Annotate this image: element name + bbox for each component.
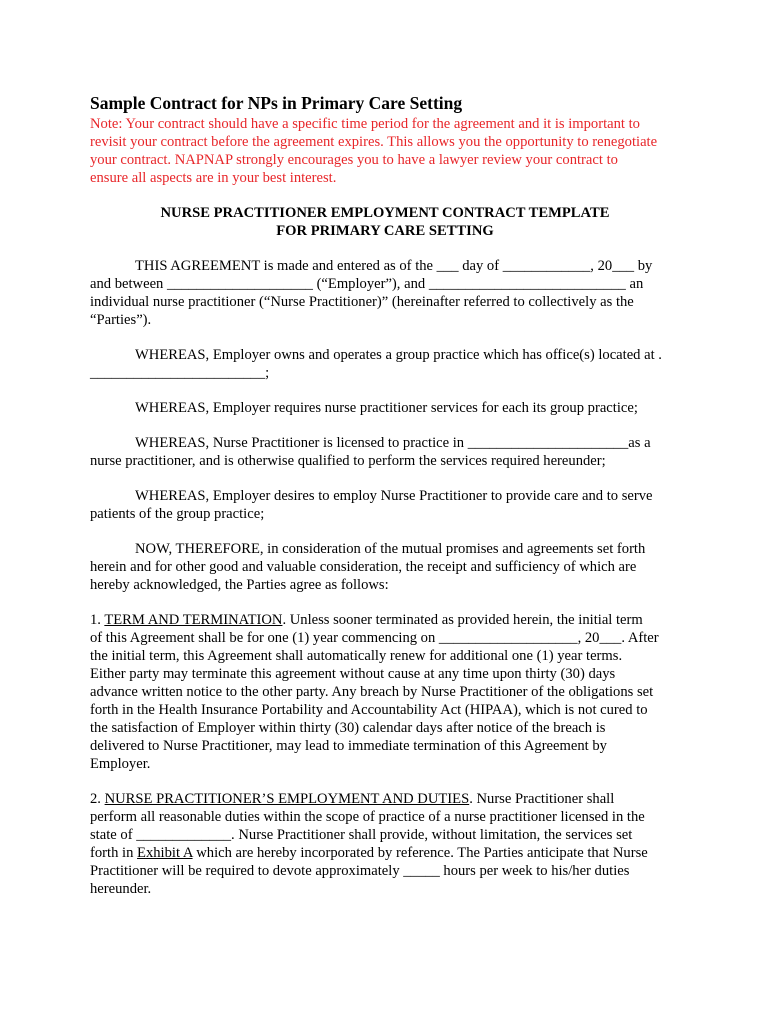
exhibit-a-reference: Exhibit A bbox=[137, 845, 193, 861]
paragraph-line bbox=[90, 611, 680, 629]
paragraph-line: NOW, THEREFORE, in consideration of the mutual promises and agreements set forth bbox=[135, 541, 646, 557]
paragraph-line: WHEREAS, Employer requires nurse practitioner services for each its group practice; bbox=[135, 400, 638, 416]
document-title: Sample Contract for NPs in Primary Care Setting bbox=[90, 93, 463, 113]
paragraph-line: forth in the Health Insurance Portability and Accountability Act (HIPAA), which is not cured to bbox=[90, 702, 648, 718]
red-note bbox=[90, 115, 680, 187]
paragraph-line: WHEREAS, Nurse Practitioner is licensed to practice in ______________________as a bbox=[135, 435, 651, 451]
paragraph-line: Employer. bbox=[90, 756, 151, 772]
note-line: your contract. NAPNAP strongly encourages you to have a lawyer review your contract to bbox=[90, 152, 618, 168]
paragraph-line: and between ____________________ (“Employer”), and ___________________________ an bbox=[90, 276, 644, 292]
section-heading: NURSE PRACTITIONER’S EMPLOYMENT AND DUTIES bbox=[104, 791, 470, 807]
paragraph-line bbox=[90, 844, 680, 862]
contract-title-line: FOR PRIMARY CARE SETTING bbox=[276, 223, 494, 239]
paragraph-line: delivered to Nurse Practitioner, may lead to immediate termination of this Agreement by bbox=[90, 738, 607, 754]
contract-title-line: NURSE PRACTITIONER EMPLOYMENT CONTRACT TEMPLATE bbox=[160, 205, 610, 221]
paragraph-line: patients of the group practice; bbox=[90, 506, 265, 522]
document-page bbox=[90, 92, 680, 898]
section-heading: TERM AND TERMINATION bbox=[104, 612, 283, 628]
note-line: revisit your contract before the agreement expires. This allows you the opportunity to renegotiate bbox=[90, 134, 658, 150]
paragraph-line: ________________________; bbox=[90, 365, 270, 381]
paragraph-line: WHEREAS, Employer desires to employ Nurse Practitioner to provide care and to serve bbox=[135, 488, 653, 504]
now-therefore-paragraph bbox=[90, 540, 680, 594]
note-line: Note: Your contract should have a specific time period for the agreement and it is important to bbox=[90, 116, 640, 132]
whereas-employ-paragraph bbox=[90, 487, 680, 523]
paragraph-line: THIS AGREEMENT is made and entered as of the ___ day of ____________, 20___ by bbox=[135, 258, 653, 274]
paragraph-line: WHEREAS, Employer owns and operates a group practice which has office(s) located at . bbox=[135, 347, 662, 363]
paragraph-line: nurse practitioner, and is otherwise qualified to perform the services required hereunder; bbox=[90, 453, 606, 469]
paragraph-line bbox=[90, 790, 680, 808]
paragraph-line: perform all reasonable duties within the scope of practice of a nurse practitioner licensed in the bbox=[90, 809, 645, 825]
note-line: ensure all aspects are in your best interest. bbox=[90, 170, 337, 186]
paragraph-line: the satisfaction of Employer within thirty (30) calendar days after notice of the breach is bbox=[90, 720, 606, 736]
whereas-services-paragraph bbox=[90, 399, 680, 417]
paragraph-line: individual nurse practitioner (“Nurse Practitioner)” (hereinafter referred to collectively as the bbox=[90, 294, 634, 310]
section-text: . Nurse Practitioner shall bbox=[469, 791, 615, 807]
paragraph-line: the initial term, this Agreement shall automatically renew for additional one (1) year terms. bbox=[90, 648, 623, 664]
contract-title bbox=[90, 204, 680, 240]
paragraph-line: of this Agreement shall be for one (1) year commencing on ___________________, 20___. After bbox=[90, 630, 659, 646]
section-number: 1. bbox=[90, 612, 105, 628]
section-text: forth in bbox=[90, 845, 138, 861]
whereas-license-paragraph bbox=[90, 434, 680, 470]
section-text: . Unless sooner terminated as provided herein, the initial term bbox=[282, 612, 643, 628]
paragraph-line: Either party may terminate this agreement without cause at any time upon thirty (30) days bbox=[90, 666, 616, 682]
paragraph-line: hereunder. bbox=[90, 881, 152, 897]
paragraph-line: hereby acknowledged, the Parties agree as follows: bbox=[90, 577, 389, 593]
agreement-paragraph bbox=[90, 257, 680, 329]
section-number: 2. bbox=[90, 791, 105, 807]
paragraph-line: “Parties”). bbox=[90, 312, 152, 328]
paragraph-line: advance written notice to the other party. Any breach by Nurse Practitioner of the obligations set bbox=[90, 684, 654, 700]
paragraph-line: state of _____________. Nurse Practitioner shall provide, without limitation, the services set bbox=[90, 827, 633, 843]
paragraph-line: herein and for other good and valuable consideration, the receipt and sufficiency of which are bbox=[90, 559, 637, 575]
whereas-office-paragraph bbox=[90, 346, 680, 382]
paragraph-line: Practitioner will be required to devote approximately _____ hours per week to his/her duties bbox=[90, 863, 630, 879]
section-term-and-termination bbox=[90, 611, 680, 773]
section-employment-and-duties bbox=[90, 790, 680, 898]
section-text: which are hereby incorporated by reference. The Parties anticipate that Nurse bbox=[192, 845, 648, 861]
